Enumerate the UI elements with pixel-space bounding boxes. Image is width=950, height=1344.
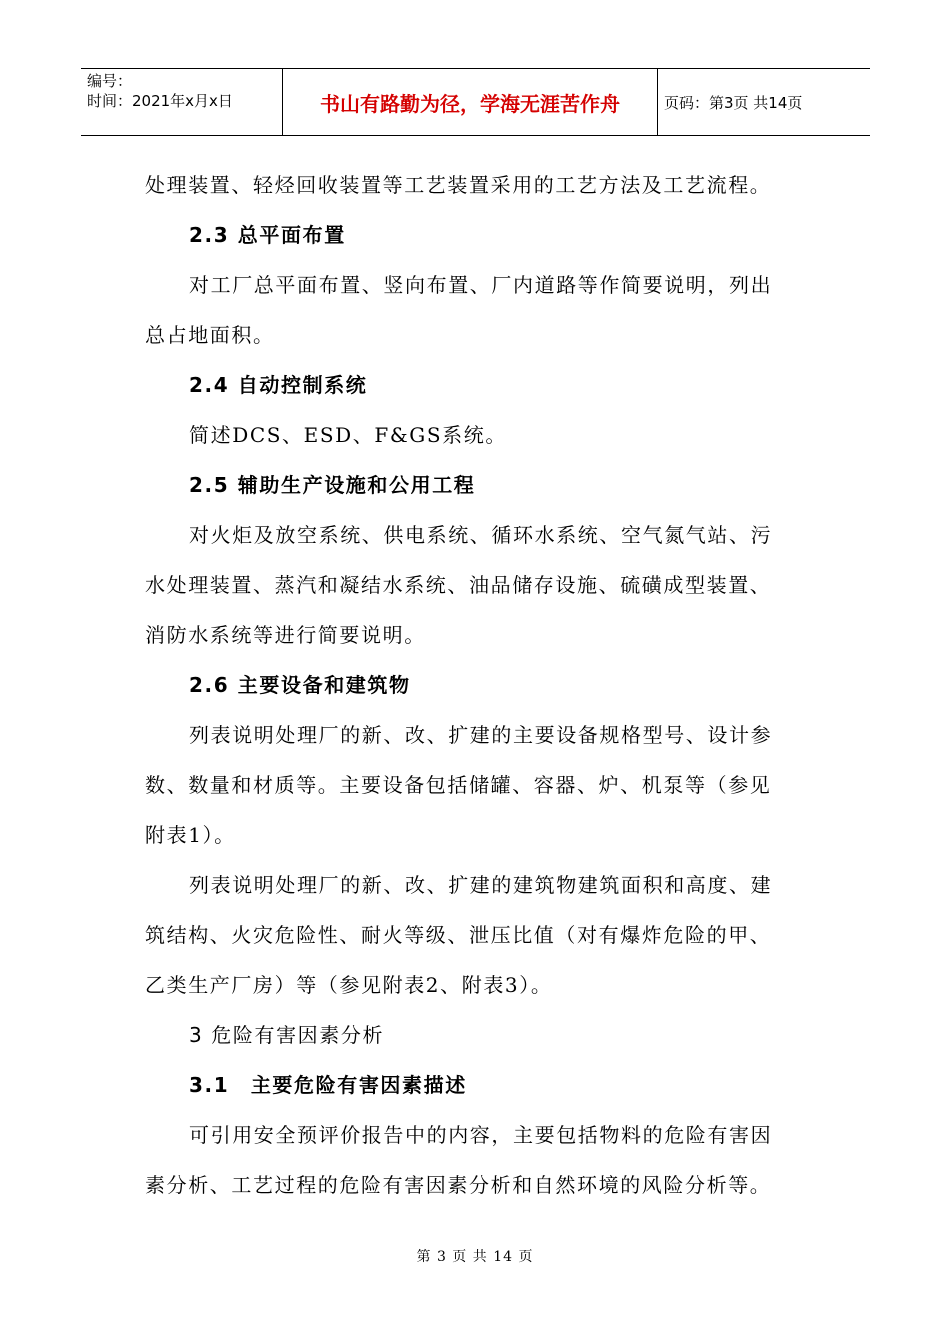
paragraph-line: 列表说明处理厂的新、改、扩建的主要设备规格型号、设计参 xyxy=(189,723,773,747)
time-label: 时间：2021年x月x日 xyxy=(87,92,233,110)
section-heading-3: 3 危险有害因素分析 xyxy=(189,1023,385,1047)
section-heading-2-3: 2.3 总平面布置 xyxy=(189,223,346,247)
document-body xyxy=(145,160,810,1210)
paragraph-line: 消防水系统等进行简要说明。 xyxy=(145,623,426,647)
paragraph-line: 水处理装置、蒸汽和凝结水系统、油品储存设施、硫磺成型装置、 xyxy=(145,573,772,597)
paragraph-line: 筑结构、火灾危险性、耐火等级、泄压比值（对有爆炸危险的甲、 xyxy=(145,923,772,947)
paragraph-line: 数、数量和材质等。主要设备包括储罐、容器、炉、机泵等（参见 xyxy=(145,773,772,797)
page-footer: 第 3 页 共 14 页 xyxy=(416,1249,534,1265)
section-heading-3-1: 3.1 主要危险有害因素描述 xyxy=(189,1073,467,1097)
paragraph-line: 素分析、工艺过程的危险有害因素分析和自然环境的风险分析等。 xyxy=(145,1173,772,1197)
paragraph-line: 简述DCS、ESD、F&GS系统。 xyxy=(189,423,507,447)
paragraph-line: 对火炬及放空系统、供电系统、循环水系统、空气氮气站、污 xyxy=(189,523,773,547)
number-label: 编号： xyxy=(87,72,133,90)
paragraph-line: 总占地面积。 xyxy=(145,323,275,347)
page-header xyxy=(81,68,870,136)
header-page-info: 页码：第3页 共14页 xyxy=(664,93,803,112)
paragraph-line: 处理装置、轻烃回收装置等工艺装置采用的工艺方法及工艺流程。 xyxy=(145,173,772,197)
header-motto: 书山有路勤为径，学海无涯苦作舟 xyxy=(283,69,658,135)
header-meta xyxy=(81,69,283,135)
paragraph-line: 附表1）。 xyxy=(145,823,236,847)
paragraph-line: 可引用安全预评价报告中的内容，主要包括物料的危险有害因 xyxy=(189,1123,773,1147)
paragraph-line: 列表说明处理厂的新、改、扩建的建筑物建筑面积和高度、建 xyxy=(189,873,773,897)
section-heading-2-5: 2.5 辅助生产设施和公用工程 xyxy=(189,473,476,497)
section-heading-2-6: 2.6 主要设备和建筑物 xyxy=(189,673,411,697)
paragraph-line: 对工厂总平面布置、竖向布置、厂内道路等作简要说明，列出 xyxy=(189,273,773,297)
paragraph-line: 乙类生产厂房）等（参见附表2、附表3）。 xyxy=(145,973,553,997)
section-heading-2-4: 2.4 自动控制系统 xyxy=(189,373,368,397)
